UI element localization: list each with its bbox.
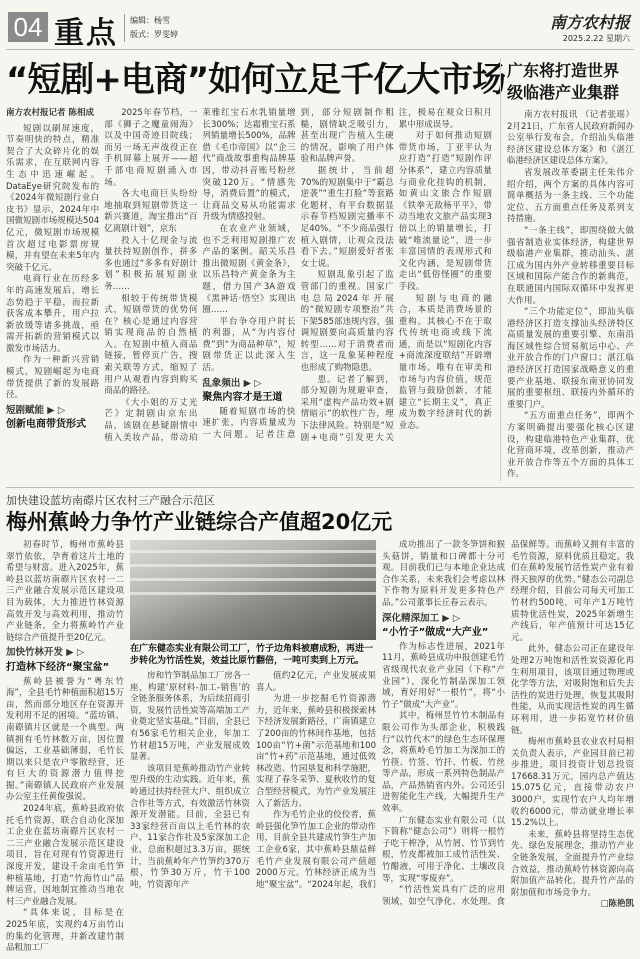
paragraph: 为进一步挖掘毛竹资源潜力，近年来，蕉岭县积极探索林下经济发展新路径，广南镇建立了200亩的竹林间作基地，包括100亩“竹+菌”示范基地和100亩“竹+药”示范基地，通过低效林改造、竹园垦复和科学施肥，实现了春冬采笋、夏秋收竹的复合型经营模式，为竹产业发展注入了新活力。 — [256, 694, 376, 809]
article-column — [6, 540, 124, 955]
paragraph: “竹活性炭具有广泛的应用领域，如空气净化、水处理、食品保鲜等。而蕉岭又拥有丰富的毛竹资源，原料优质且稳定。我们在蕉岭发展竹活性炭产业有着得天独厚的优势。”健态公司副总经理介绍，目前公司每天可加工竹材约500吨，可年产1万吨竹质特优活性炭，2025年新增生产线后，年产值预计可达15亿元。 — [382, 540, 634, 907]
paragraph: 2024年底，蕉岭县政府依托毛竹资源，联合自动化深加工企业在蓝坊南磜片区农村一二三产业融合发展示范区建设项目，旨在对现有竹资源进行深度开发，建设千余亩毛竹笋种植基地，打造“竹海竹山”品牌运营，因地制宜推动当地农村三产业融合发展。 — [6, 804, 124, 907]
article-kicker: 加快建设蓝坊南磜片区农村三产融合示范区 — [6, 494, 215, 507]
paragraph: 未来，蕉岭县将坚持生态优先、绿色发展理念，推动竹产业全链条发展，全面提升竹产业综合效益，推动蕉岭竹林资源向高附加值产品转化，提升竹产品的附加值和市场竞争力。 — [511, 829, 634, 898]
paragraph: 短剧乱象引起了监管部门的重视。国家广电总局2024年开展的“微短剧专项整治”共下架585部违规内容，强调短剧要向高质量内容转型……对于消费者而言，这一乱象某种程度也形成了购物隐患。 — [300, 270, 394, 374]
paragraph: 投入十亿现金与流量扶持短剧创作，拼多多也通过“多多有好剧计划”积极拓展短剧业务…… — [104, 235, 198, 292]
paragraph: 成功推出了一款冬笋饼和猴头菇饼，销量和口碑都十分可观。目前我们已与本地企业达成合作关系，未来我们会考虑以林下作物为原料开发更多特色产品。”公司董事长丘春云表示。 — [382, 540, 505, 608]
paragraph: 在农业产业领域，也不乏利用短剧推广农产品的案例。韶关乐昌推出微短剧《黄金条》，以乐昌特产黄金条为主题，借力国产3A游戏《黑神话·悟空》实现出圈…… — [202, 223, 296, 316]
paragraph: “一条主线”，即围绕做大做强省制造业实体经济，构建世界级临港产业集群，推动汕头、湛江成为国内外产业转移重要目标区域和国际产能合作的新典范，在联通国内国际双循环中发挥更大作用。 — [507, 225, 634, 306]
paragraph: 短剧以刷屏速度，节奏明快的特点，精准契合了大众碎片化的娱乐需求，在互联网内容生态中迅速崛起。DataEye研究院发布的《2024年微短剧行业白皮书》显示，2024年中国微短剧市场规模达504亿元，微短剧市场规模首次超过电影票房规模，并有望在未来5年内突破千亿元。 — [6, 123, 100, 273]
editor-credits — [124, 14, 178, 42]
factory-photo — [130, 540, 376, 640]
subhead: 聚焦内容才是王道 — [202, 392, 283, 404]
main-headline: “短剧+电商”如何立足千亿大市场 — [6, 60, 506, 100]
paragraph: 蕉岭县被誉为“粤东竹海”，全县毛竹种植面积超15万亩，然而部分地区存在资源开发利用不足的困境。“蓝坊镇、南磜镇片区就是一个典型。两镇拥有毛竹林数万亩，因位置偏远，工业基础薄弱，毛竹长期以来只是农户零散经营，还有巨大的资源潜力值得挖掘。”南磜镇人民政府产业发展办公室主任黄俊强说。 — [6, 676, 124, 803]
photo-block — [130, 540, 376, 955]
paragraph: 平台争夺用户时长的利器，从“为内容付费”到“为商品种草”，短剧带货正以此深入生活。 — [202, 316, 296, 374]
paragraph: “具体来说，目标是在2025年底，实现约4万亩竹山的集约化管理，并新改建竹制品粗加工厂 — [6, 908, 124, 954]
subhead-kicker: 加快竹林开发 ▶ ▷ — [6, 647, 85, 659]
side-headline: 广东将打造世界级临港产业集群 — [507, 61, 620, 102]
paragraph: 初春时节，梅州市蕉岭县翠竹依依，孕育着这片土地的希望与财富。进入2025年，蕉岭县以蓝坊南磜片区农村一二三产业融合发展示范区建设项目为载体，大力推进竹林资源高效开发与高效利用，推动竹产业链条，全力将蕉岭竹产业链综合产值提升至20亿元。 — [6, 540, 124, 643]
paragraph: 患。记者了解到，部分短剧为规避审查，采用“虚构产品功效+剧情暗示”的软性广告，埋下法律风险。特别是“短剧+电商”引发更大关注，极易在观众日积月累中形成误导。 — [300, 108, 492, 443]
paragraph: 各大电商巨头纷纷地抽取到短剧带货这一新兴赛道，淘宝推出“百亿离剧计划”，京东 — [104, 189, 198, 234]
main-article — [6, 58, 506, 481]
subhead: “小竹子”做成“大产业” — [382, 627, 489, 639]
photo-caption: 在广东健态实业有限公司工厂，竹子边角料被磨成粉，再进一步转化为竹活性炭，效益比原竹翻倍，一吨可卖到上万元。 — [130, 644, 374, 666]
paragraph: 短剧与电商的融合，本质是消费场景的重构。其核心不在于取代传统电商或线下流通，而是以“短剧化内容+商流深度联结”开辟增量市场。唯有在审美和市场与内容价值，规范监管与鼓励创新，才能建立“长期主义”，真正成为数字经济时代的新业态。 — [398, 293, 492, 432]
subhead: 创新电商带货形式 — [6, 419, 86, 431]
subhead-kicker: 短剧赋能 ▶ ▷ — [6, 404, 66, 416]
newspaper-brand — [550, 10, 630, 44]
paragraph: 作为一种新兴营销模式，短剧崛起为电商带货提供了新的发展路径。 — [6, 355, 100, 401]
article-column — [130, 671, 376, 891]
paragraph: “三个功能定位”，即汕头临港经济区打造支撑汕头经济特区高质量发展的重要引擎、东南沿海区域性综合贸易航运中心、产业开放合作的门户窗口；湛江临港经济区打造国家战略意义的重要产业基地、联接东南亚协同发展的重要枢纽、联接内外循环的重要门户。 — [507, 307, 634, 410]
paragraph: 房和竹笋制品加工厂房各一座，构建‘原材料-加工-销售’的全链条服务体系，为后续招商引资，发展竹活性炭等高端加工产业奠定坚实基础。”目前，全县已有56家毛竹相关企业，年加工竹材超15万吨，产业发展成效显著。 — [130, 671, 250, 763]
subhead: 打造林下经济“聚宝盆” — [6, 661, 110, 673]
section-title: 重点 — [54, 16, 118, 51]
paragraph: 2025年春节档，一部《狮子之魔童闹海》以及中国奇迹目院线；而另一场无声战役正在手机屏幕上展开——超千部电商短剧涌入市场。 — [104, 108, 198, 188]
paragraph: 作为标志性进展，2021年11月，蕉岭县成功申报创建毛竹省级现代农业产业园（下称“产业园”），深化竹制品深加工领域，育好用好“一根竹”，将“小竹子”做成“大产业”。 — [382, 641, 505, 710]
paragraph: 电商行业在历经多年的高速发展后，增长态势趋于平稳，而拉新获客成本攀升，用户拉新放缓等诸多挑战，亟需开拓新的营销模式以激发市场活力。 — [6, 274, 100, 354]
side-body — [507, 110, 634, 481]
paragraph: “五方面重点任务”，即两个方案明确提出要强化核心区建设，构建临港特色产业集群，优化营商环境，改革创新，推动产业开放合作等五个方面的具体工作。 — [507, 411, 634, 480]
paragraph: 值约2亿元，产业发展成果喜人。 — [256, 671, 376, 693]
paragraph: 该项目是蕉岭推动竹产业转型升级的生动实践。近年来，蕉岭通过扶持经营大户、组织成立合作社等方式，有效激活竹林资源开发潜能。目前，全县已有33家经营百亩以上毛竹林的农户、11家合作社及5家深加工企业，总面积超过3.3万亩，据统计，当前蕉岭年产竹笋约370万根，竹笋30万斤，竹干100吨，竹资源年产 — [130, 763, 250, 890]
paragraph: 随着短剧市场的快速扩张，内容质量成为一大问题。记者注意到，部分短剧制作粗糙，剧情缺乏吸引力，甚至出现广告植入生硬的情况，影响了用户体验和品牌声誉。 — [202, 108, 394, 441]
article-column — [382, 540, 634, 955]
author-credit: □陈艳凯 — [600, 899, 634, 910]
issue-date: 2025.2.22 星期六 — [562, 34, 630, 43]
byline: 南方农村报记者 陈相成 — [6, 108, 94, 118]
article-headline: 梅州蕉岭力争竹产业链综合产值超20亿元 — [6, 510, 393, 534]
subhead-kicker: 深化精深加工 ▶ ▷ — [382, 612, 461, 624]
paragraph: 广东健态实业有限公司（以下简称“健态公司”）则将一根竹子吃干榨净，从竹屑、竹节到竹根，竹皮都被加工成竹活性炭、竹醋液，可用于净化、土壤改良等，实现“零废弃”。 — [382, 815, 505, 884]
page-number: 04 — [8, 12, 48, 42]
top-section — [6, 58, 634, 481]
editor: 编辑：杨雪 — [130, 16, 170, 25]
paragraph: 梅州市蕉岭县农业农村局相关负责人表示，产业园目前已初步推进，项目投资计划总投资17668.31万元，园内总产值达15.075亿元，直接带动农户3000户，实现竹农户人均年增收约6000元，带动就业增长率15.2%以上。 — [511, 737, 634, 829]
layout-editor: 版式：罗雯婷 — [130, 30, 178, 39]
bottom-article — [6, 487, 634, 955]
article-body — [6, 108, 492, 444]
paragraph: 此外，健态公司正在建设年处理2万吨饱和活性炭资源化再生利用项目，该项目通过物理或化学等方法，对吸附饱和后失去活性的炭进行处理，恢复其吸附性能，从而实现活性炭的再生循环利用，进一步拓宽竹材价值链。 — [511, 644, 634, 736]
paragraph: 对于如何推动短剧带货市场，丁亚平认为应打造“打造”短剧作评分体系”，建立内容质量与商业化挂钩的机制，如黄山文旅合作短剧《铁拳无敌杨平平》，带动当地农文旅产品实现3倍以上的销量增长，打破“唯流量论”，进一步丰富国情的表现形式和文化内涵，是短剧带货走出“低俗怪圈”的重要手段。 — [398, 131, 492, 292]
paragraph: 《大小姐的万丈光芒》定制剧由京东出品，该剧在悬疑剧情中植入美妆产品，带动珀莱雅红宝石水乳销量增长300%；达霜雅宝石系列销量增长500%，品牌借《毛巾帝国》以“企三代”商战故事重构品牌基因，带动抖音账号粉丝突破120万。“情感先导，消费后置”的模式，让商品交易从功能需求升级为情感投射。 — [104, 108, 296, 443]
subhead-kicker: 乱象频出 ▶ ▷ — [202, 377, 262, 389]
paragraph: 省发展改革委副主任朱伟介绍介绍，两个方案的具体内容可简单概括为一条主线、三个功能定位、五方面重点任务及系列支持措施。 — [507, 167, 634, 225]
side-article — [500, 58, 634, 481]
paragraph: 相较于传统带货模式，短剧带货的优势何在？核心是通过内容营销实现商品的自然植入。在短剧中植入商品链接，暂停页广告，搜索关联等方式，缩短了用户从观看内容到购买商品的路径。 — [104, 293, 198, 397]
masthead — [6, 0, 634, 50]
paragraph: 其中，梅州昱竹竹木制品有限公司作为头部企业，积极践行“以竹代木”的绿色生态环保理念，将蕉岭毛竹加工为深加工的竹筷、竹签、竹扦、竹板、竹丝等产品，形成一系列特色制品产品，产品热销省内外。公司还引进智能化生产线，大幅提升生产效率。 — [382, 711, 505, 815]
brand-logo: 南方农村报 — [549, 13, 630, 32]
paragraph: 南方农村报讯 （记者张瑶）2月21日，广东省人民政府新闻办公室举行发布会，介绍汕头临港经济区建设总体方案》和《湛江临港经济区建设总体方案》。 — [507, 110, 634, 167]
paragraph: 作为毛竹企业的佼佼者，蕉岭县强化笋竹加工企业的带动作用，目前全县共建成竹笋生产加工企业6家，其中蕉岭县鼎益鲜毛竹产业发展有限公司产值超2000万元。竹林经济正成为当地“聚宝盆”。“2024年起，我们 — [256, 810, 376, 890]
paragraph: 据统计，当前超70%的短剧集中于“霸总逆袭”“重生打脸”等套路化题材，有平台数据显示春节档短剧完播率不足40%。“不少商品强行植入剧情，让观众没法看下去。”短剧爱好者张女士说。 — [300, 165, 394, 269]
